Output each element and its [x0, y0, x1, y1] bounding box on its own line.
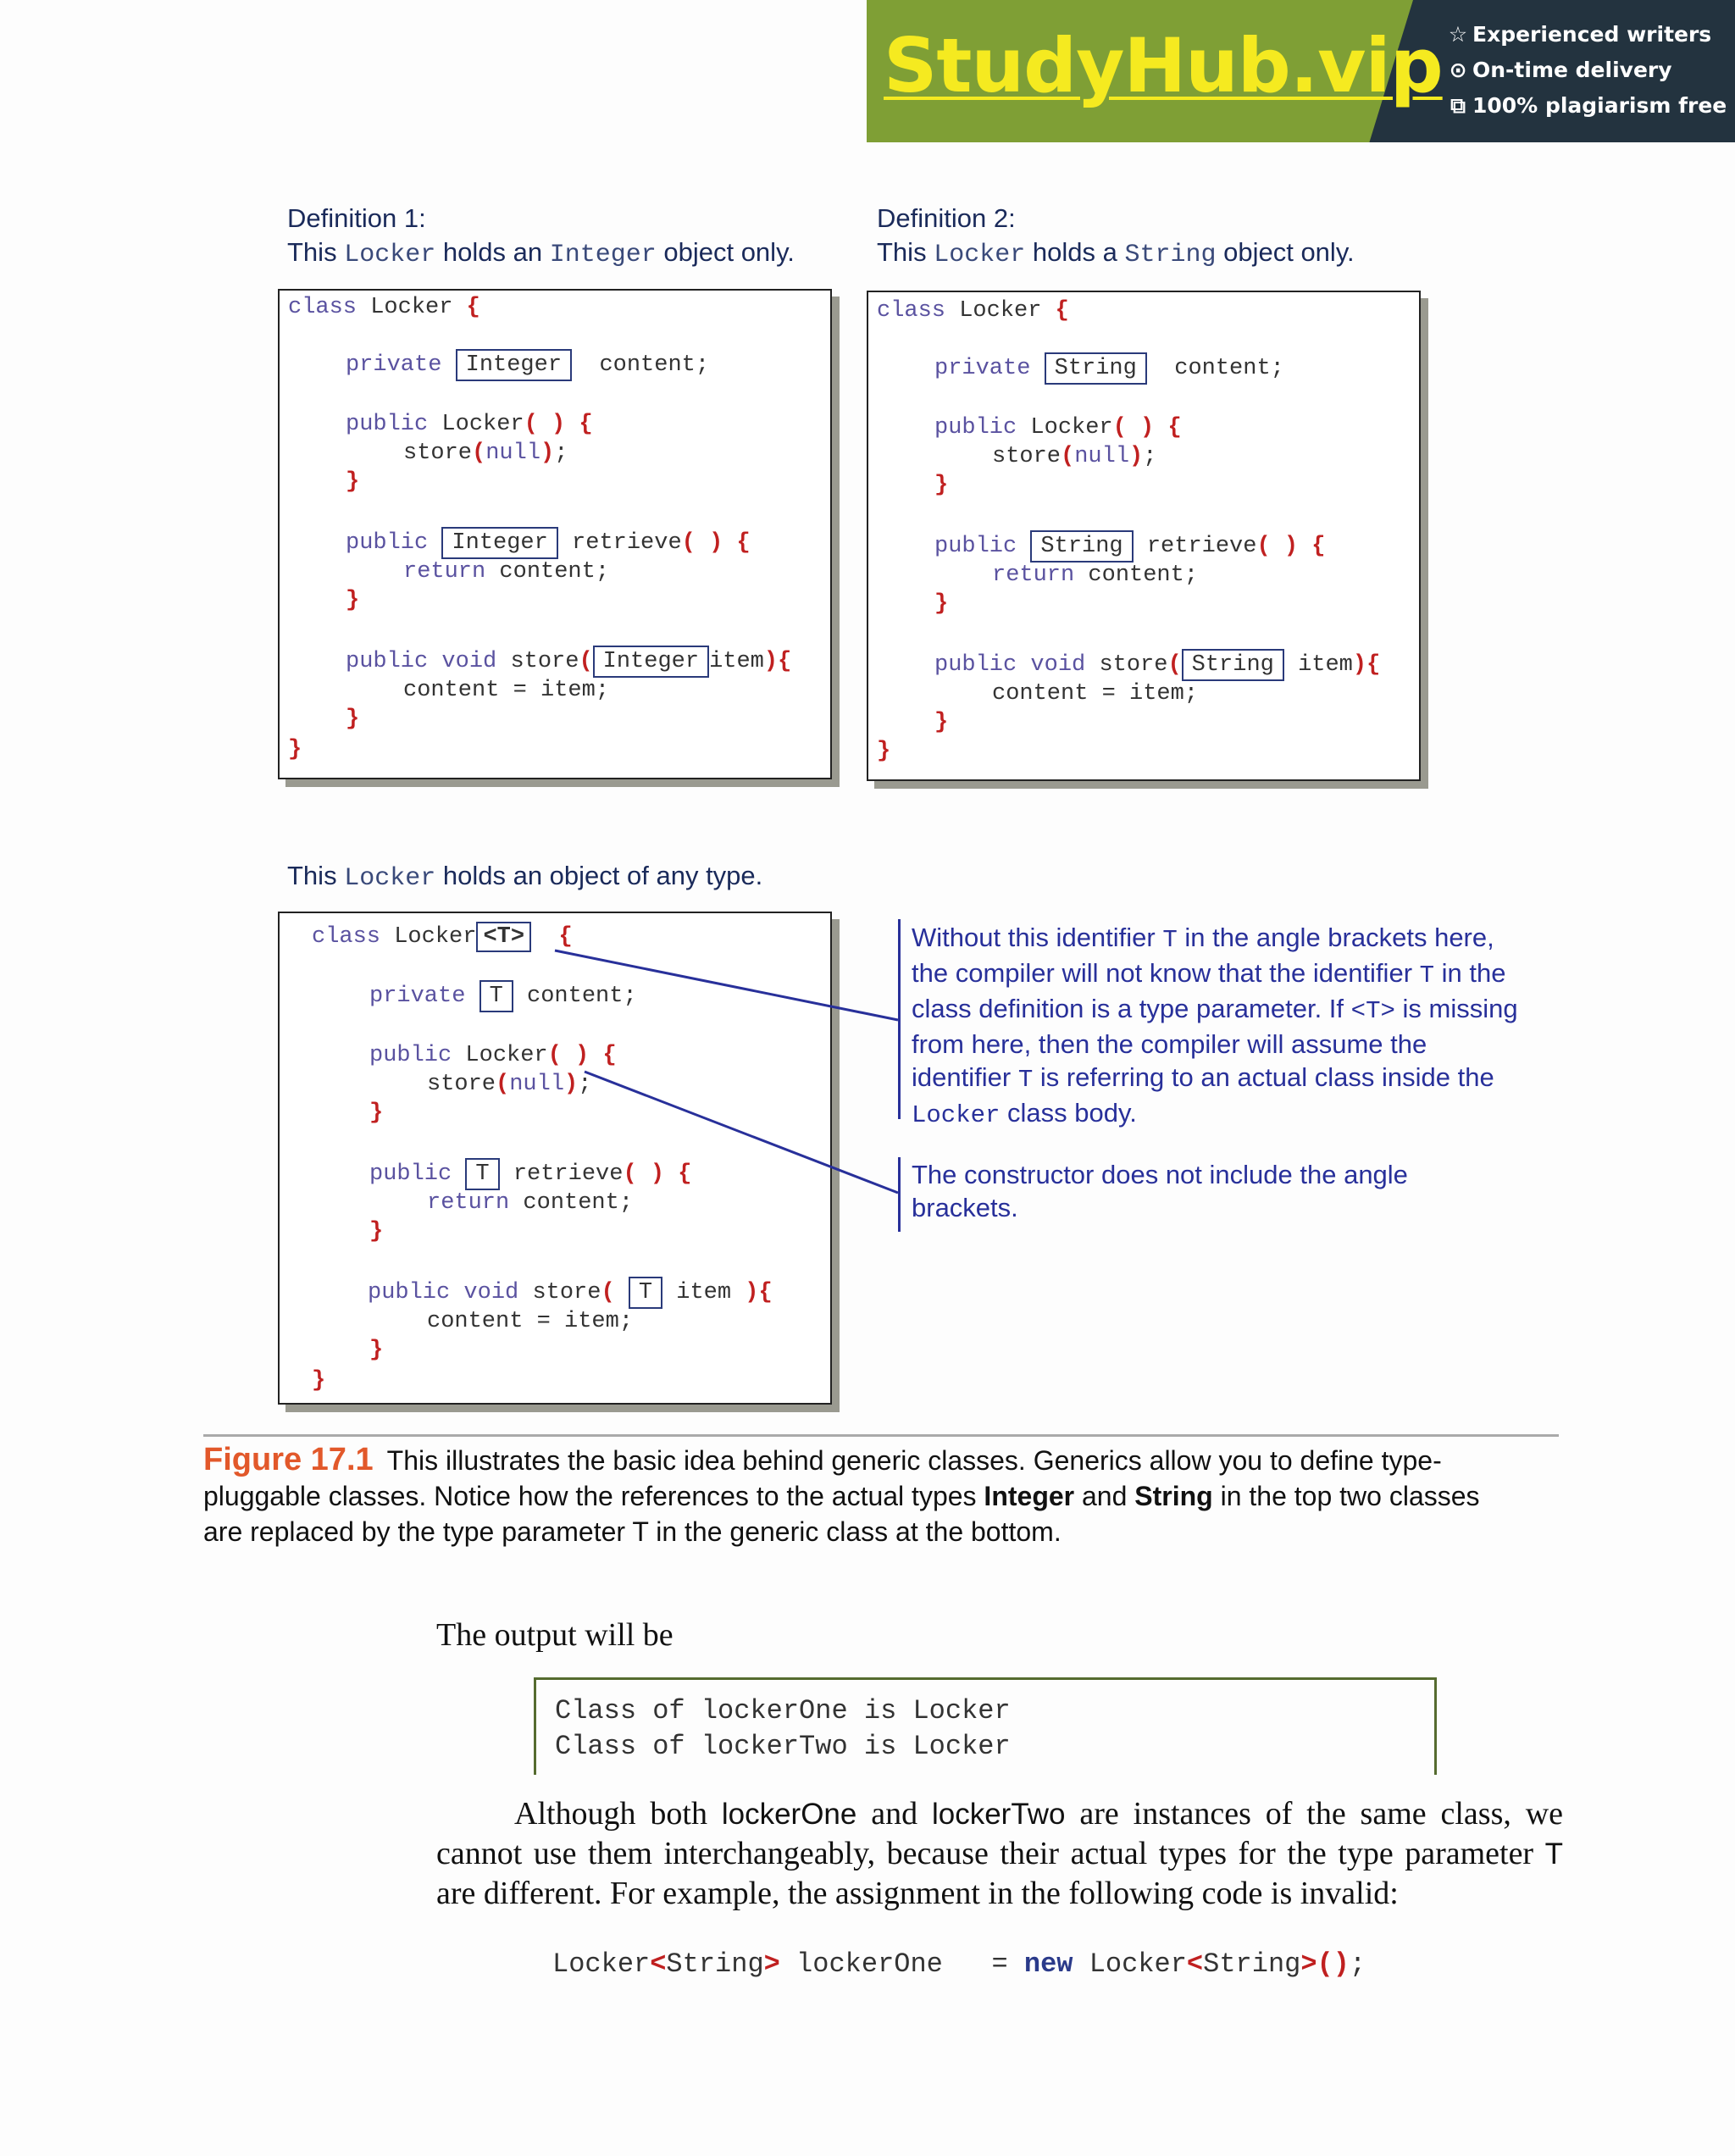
code-line: } [934, 473, 949, 498]
output-line: Class of lockerTwo is Locker [555, 1731, 1011, 1762]
code-line: class Locker { [877, 298, 1069, 324]
code-line: } [346, 588, 360, 613]
code-line: content = item; [992, 681, 1199, 707]
output-intro: The output will be [436, 1617, 673, 1653]
definition-2-heading: Definition 2: This Locker holds a String object only. [877, 203, 1355, 269]
code-line: public void store( T item ){ [368, 1279, 773, 1306]
code-line: class Locker { [288, 295, 480, 320]
note-constructor: The constructor does not include the angle brackets. [912, 1160, 1408, 1222]
code-line: return content; [992, 563, 1199, 588]
banner-feature: ⊙ On-time delivery [1447, 58, 1672, 82]
code-line: public Locker( ) { [369, 1043, 617, 1068]
banner-feature: ⧉ 100% plagiarism free [1447, 93, 1727, 119]
type-param-box: <T> [476, 922, 531, 952]
code-line: store(null); [427, 1072, 592, 1097]
code-line: public Locker( ) { [934, 415, 1182, 441]
code-line: } [346, 469, 360, 495]
code-line: } [346, 707, 360, 732]
callout-line-constructor [585, 1072, 898, 1193]
code-line: private String content; [934, 355, 1284, 382]
note-bar [898, 919, 901, 1119]
banner-feature: ☆ Experienced writers [1448, 22, 1712, 47]
copy-icon: ⧉ [1450, 93, 1466, 118]
code-line: class Locker <T> { [312, 923, 573, 951]
output-box [534, 1677, 1437, 1775]
code-line: content = item; [403, 678, 610, 703]
star-icon: ☆ [1448, 22, 1468, 47]
note-type-parameter: Without this identifier T in the angle brackets here, the compiler will not know that the identifier T in the class definition is a type parameter. If <T> is missing from here, then the compiler will assume the identifier T is referring to an actual class inside the Locker class body. [912, 923, 1518, 1129]
code-line: } [369, 1338, 384, 1363]
code-line: public Integer retrieve( ) { [346, 529, 751, 557]
code-line: public void store( String item){ [934, 651, 1380, 679]
code-line: public void store( Integer item){ [346, 648, 791, 675]
studyhub-logo: StudyHub.vip [884, 22, 1443, 109]
code-line: store(null); [992, 444, 1157, 469]
code-line: } [934, 591, 949, 617]
callout-line-type-param [555, 951, 898, 1020]
code-line: public String retrieve( ) { [934, 533, 1325, 560]
caption-rule [203, 1434, 1559, 1437]
code-line: private T content; [369, 983, 637, 1010]
code-line: private Integer content; [346, 352, 709, 379]
code-line: return content; [403, 559, 610, 585]
output-line: Class of lockerOne is Locker [555, 1695, 1011, 1726]
code-line: store(null); [403, 441, 568, 466]
clock-icon: ⊙ [1449, 58, 1467, 82]
code-line: public T retrieve( ) { [369, 1161, 691, 1188]
code-line: } [288, 737, 302, 762]
code-line: } [934, 710, 949, 735]
code-line: } [312, 1368, 326, 1394]
code-line: } [369, 1100, 384, 1126]
code-line: } [369, 1219, 384, 1244]
code-line: public Locker( ) { [346, 412, 593, 437]
body-paragraph: Although both lockerOne and lockerTwo are instances of the same class, we cannot use them interchangeably, because their actual types for the type parameter T are different. For example, the assignment in the following code is invalid: [436, 1796, 1564, 1911]
code-line: } [877, 739, 891, 764]
generic-heading: This Locker holds an object of any type. [287, 861, 763, 893]
note-bar [898, 1157, 901, 1232]
figure-label: Figure 17.1 [203, 1442, 374, 1477]
definition-1-heading: Definition 1: This Locker holds an Integer object only. [287, 203, 795, 269]
code-line: content = item; [427, 1309, 634, 1334]
figure-caption: Figure 17.1 This illustrates the basic idea behind generic classes. Generics allow you to define type-pluggable classes. Notice how the references to the actual types Integer and String in the top two classes are replaced by the type parameter T in the generic class at the bottom. [203, 1442, 1480, 1547]
invalid-assignment-code: Locker<String> lockerOne = new Locker<String>(); [552, 1948, 1366, 1980]
code-line: return content; [427, 1190, 634, 1216]
